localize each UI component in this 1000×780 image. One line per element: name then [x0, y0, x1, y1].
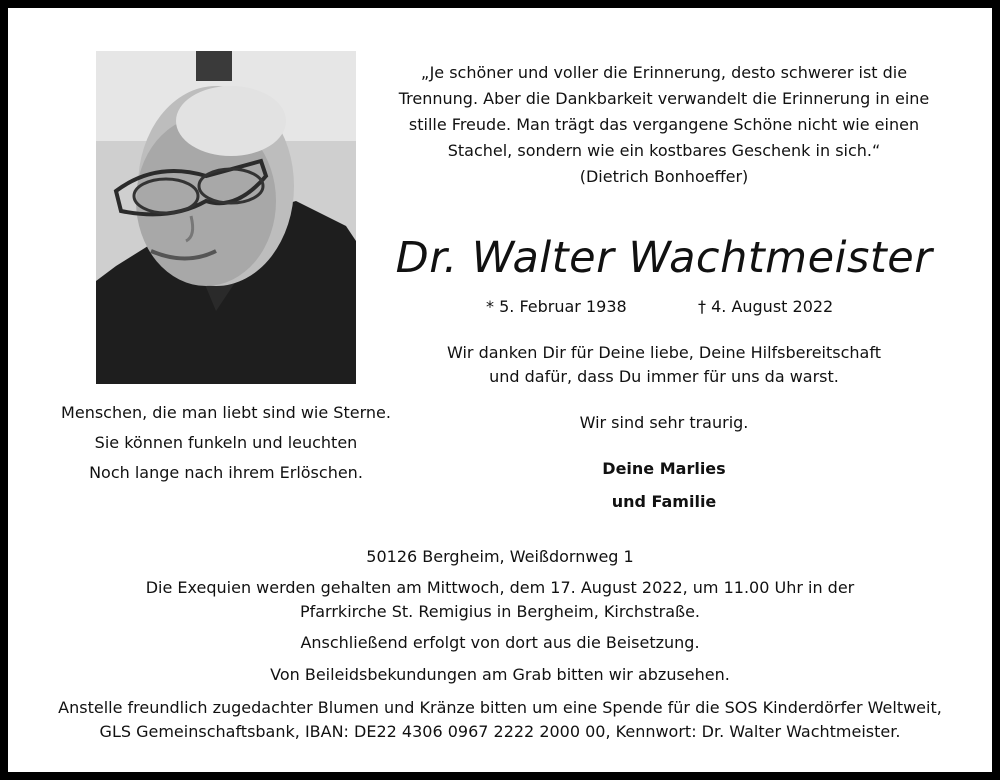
signoff-line: und Familie [611, 492, 717, 511]
poem-text [48, 398, 404, 488]
donation-line: GLS Gemeinschaftsbank, IBAN: DE22 4306 0967 2222 2000 00, Kennwort: Dr. Walter Wachtmeister. [99, 722, 901, 741]
service-line: Die Exequien werden gehalten am Mittwoch, dem 17. August 2022, um 11.00 Uhr in der [145, 578, 855, 597]
condolence-note: Von Beileidsbekundungen am Grab bitten wir abzusehen. [270, 665, 730, 684]
quote-author: (Dietrich Bonhoeffer) [579, 167, 749, 186]
donation-line: Anstelle freundlich zugedachter Blumen und Kränze bitten um eine Spende für die SOS Kinderdörfer Weltweit, [58, 698, 942, 717]
poem-line: Sie können funkeln und leuchten [94, 433, 358, 452]
portrait-illustration [96, 51, 356, 384]
deceased-name: Dr. Walter Wachtmeister [395, 233, 933, 283]
quote-line: stille Freude. Man trägt das vergangene Schöne nicht wie einen [408, 115, 920, 134]
thanks-line: und dafür, dass Du immer für uns da warst. [489, 367, 839, 386]
death-date: † 4. August 2022 [698, 297, 834, 316]
poem-line: Noch lange nach ihrem Erlöschen. [89, 463, 363, 482]
quote-line: Stachel, sondern wie ein kostbares Geschenk in sich.“ [447, 141, 881, 160]
thanks-line: Wir danken Dir für Deine liebe, Deine Hilfsbereitschaft [447, 343, 881, 362]
thanks-text [380, 341, 948, 389]
quote-text [380, 60, 948, 164]
quote-line: „Je schöner und voller die Erinnerung, desto schwerer ist die [420, 63, 908, 82]
obituary-notice [8, 8, 992, 772]
service-details [8, 576, 992, 624]
quote-line: Trennung. Aber die Dankbarkeit verwandelt die Erinnerung in eine [398, 89, 930, 108]
signoff-line: Deine Marlies [602, 459, 726, 478]
family-signoff [380, 452, 948, 518]
burial-note: Anschließend erfolgt von dort aus die Beisetzung. [300, 633, 700, 652]
family-address: 50126 Bergheim, Weißdornweg 1 [366, 547, 634, 566]
portrait-photo [96, 51, 356, 384]
service-line: Pfarrkirche St. Remigius in Bergheim, Kirchstraße. [299, 602, 701, 621]
mourning-statement: Wir sind sehr traurig. [579, 413, 749, 432]
birth-date: * 5. Februar 1938 [486, 297, 627, 316]
poem-line: Menschen, die man liebt sind wie Sterne. [61, 403, 391, 422]
donation-request [8, 696, 992, 744]
